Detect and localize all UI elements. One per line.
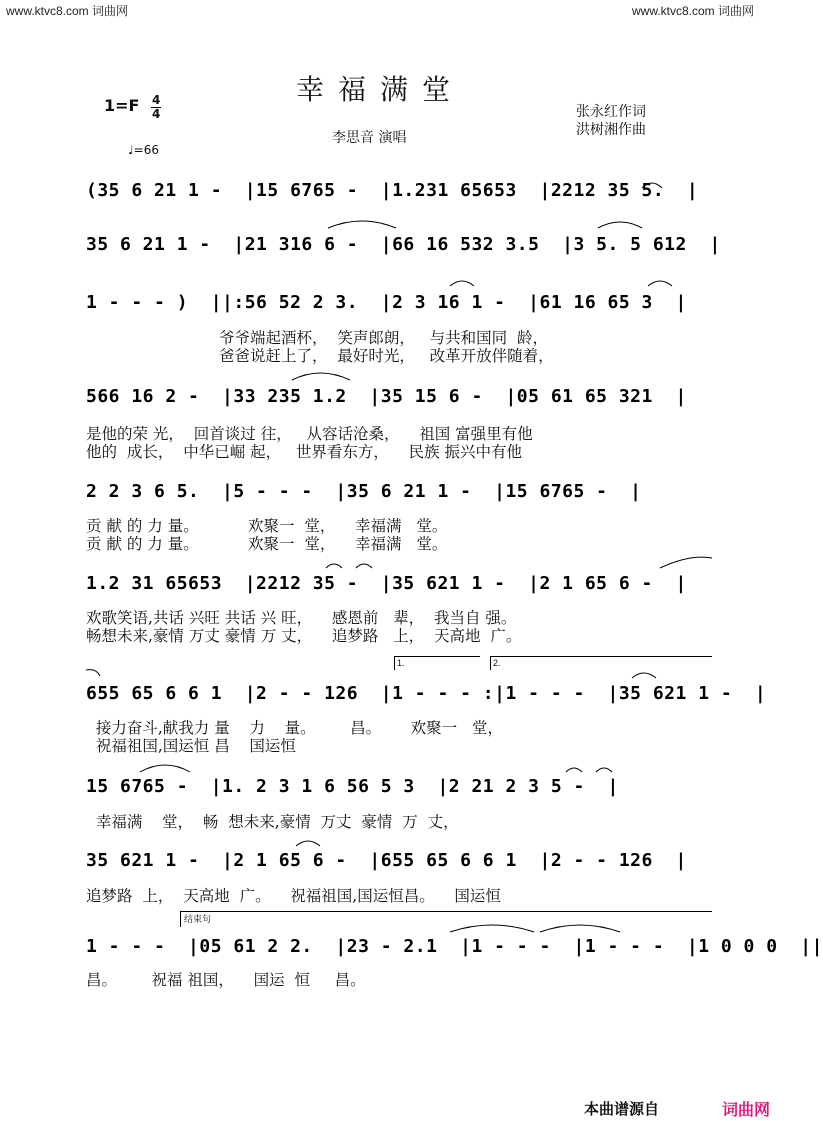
time-bottom: 4	[152, 107, 161, 121]
volta-1-line	[394, 656, 480, 657]
score-row-6-lyrics-1: 欢歌笑语,共话 兴旺 共话 兴 旺， 感恩前 辈， 我当自 强。	[86, 609, 517, 627]
score-row-7-lyrics-1: 接力奋斗,献我力 量 力 量。 昌。 欢聚一 堂，	[86, 719, 503, 737]
slur-arc	[632, 673, 656, 678]
slur-arc	[326, 564, 342, 568]
volta-2-line	[490, 656, 712, 657]
lyricist: 张永红作词	[576, 104, 646, 120]
score-row-7-lyrics-2: 祝福祖国,国运恒 昌 国运恒	[86, 737, 296, 755]
slur-arc	[296, 841, 320, 846]
score-row-3-notes: 1 - - - ) ||:56 52 2 3. |2 3 16 1 - |61 16 65 3 |	[86, 292, 687, 313]
slur-arc	[450, 281, 474, 286]
score-row-7-notes: 655 65 6 6 1 |2 - - 126 |1 - - - :|1 - - - |35 621 1 - |	[86, 683, 767, 704]
time-top: 4	[152, 93, 161, 107]
slur-arc	[86, 670, 100, 676]
volta-2-hook	[490, 656, 491, 670]
volta-1-label: 1.	[397, 658, 405, 668]
slur-arc	[292, 373, 350, 380]
score-row-3-lyrics-1: 爷爷端起酒杯， 笑声郎朗， 与共和国同 龄，	[86, 329, 549, 347]
footer-brand: 词曲网	[722, 1100, 771, 1119]
slur-arc	[660, 557, 712, 568]
watermark-left-brand: 词曲网	[92, 4, 129, 18]
score-row-4-lyrics-2: 他的 成长， 中华已崛 起， 世界看东方， 民族 振兴中有他	[86, 443, 523, 461]
score-row-9-lyrics-1: 追梦路 上， 天高地 广。 祝福祖国,国运恒昌。 国运恒	[86, 887, 501, 905]
score-row-4-lyrics-1: 是他的荣 光， 回首谈过 往， 从容话沧桑， 祖国 富强里有他	[86, 425, 533, 443]
score-row-5-lyrics-1: 贡 献 的 力 量。 欢聚一 堂， 幸福满 堂。	[86, 517, 448, 535]
slur-arc	[356, 564, 372, 568]
ending-bracket-line	[180, 911, 712, 912]
score-row-6-lyrics-2: 畅想未来,豪情 万丈 豪情 万 丈， 追梦路 上， 天高地 广。	[86, 627, 522, 645]
watermark-right	[632, 2, 754, 19]
score-row-9-notes: 35 621 1 - |2 1 65 6 - |655 65 6 6 1 |2 - - 126 |	[86, 850, 687, 871]
ending-bracket-hook	[180, 911, 181, 927]
singer: 李思音 演唱	[332, 130, 407, 146]
watermark-left-url: www.ktvc8.com	[6, 4, 89, 18]
score-row-5-lyrics-2: 贡 献 的 力 量。 欢聚一 堂， 幸福满 堂。	[86, 535, 448, 553]
score-row-4-notes: 566 16 2 - |33 235 1.2 |35 15 6 - |05 61 65 321 |	[86, 386, 687, 407]
score-row-6-notes: 1.2 31 65653 |2212 35 - |35 621 1 - |2 1 65 6 - |	[86, 573, 687, 594]
score-row-1-notes: (35 6 21 1 - |15 6765 - |1.231 65653 |2212 35 5. |	[86, 180, 699, 201]
composer: 洪树湘作曲	[576, 122, 646, 138]
volta-1-hook	[394, 656, 395, 670]
key-signature: 1=F	[104, 96, 140, 115]
slur-arc	[540, 925, 620, 932]
score-row-8-notes: 15 6765 - |1. 2 3 1 6 56 5 3 |2 21 2 3 5 - |	[86, 776, 619, 797]
slur-arc	[140, 765, 190, 772]
slur-arc	[598, 222, 642, 228]
slur-arc	[648, 281, 672, 286]
score-row-8-lyrics-1: 幸福满 堂， 畅 想未来,豪情 万丈 豪情 万 丈，	[86, 813, 459, 831]
score-row-10-lyrics-1: 昌。 祝福 祖国， 国运 恒 昌。	[86, 971, 366, 989]
slur-arc	[450, 925, 534, 932]
slur-arc	[596, 768, 612, 772]
tempo-marking: ♩=66	[128, 143, 159, 157]
watermark-right-brand: 词曲网	[718, 4, 755, 18]
footer-source: 本曲谱源自	[584, 1100, 660, 1118]
watermark-left	[6, 2, 128, 19]
slur-arc	[328, 221, 396, 228]
score-row-10-notes: 1 - - - |05 61 2 2. |23 - 2.1 |1 - - - |1 - - - |1 0 0 0 ||	[86, 936, 823, 957]
volta-2-label: 2.	[493, 658, 501, 668]
watermark-right-url: www.ktvc8.com	[632, 4, 715, 18]
song-title: 幸福满堂	[296, 73, 465, 106]
ending-label: 结束句	[184, 914, 212, 924]
score-row-5-notes: 2 2 3 6 5. |5 - - - |35 6 21 1 - |15 6765 - |	[86, 481, 642, 502]
slur-arc	[566, 768, 582, 772]
score-row-3-lyrics-2: 爸爸说赶上了， 最好时光， 改革开放伴随着，	[86, 347, 554, 365]
time-signature	[150, 94, 162, 122]
score-row-2-notes: 35 6 21 1 - |21 316 6 - |66 16 532 3.5 |3 5. 5 612 |	[86, 234, 721, 255]
